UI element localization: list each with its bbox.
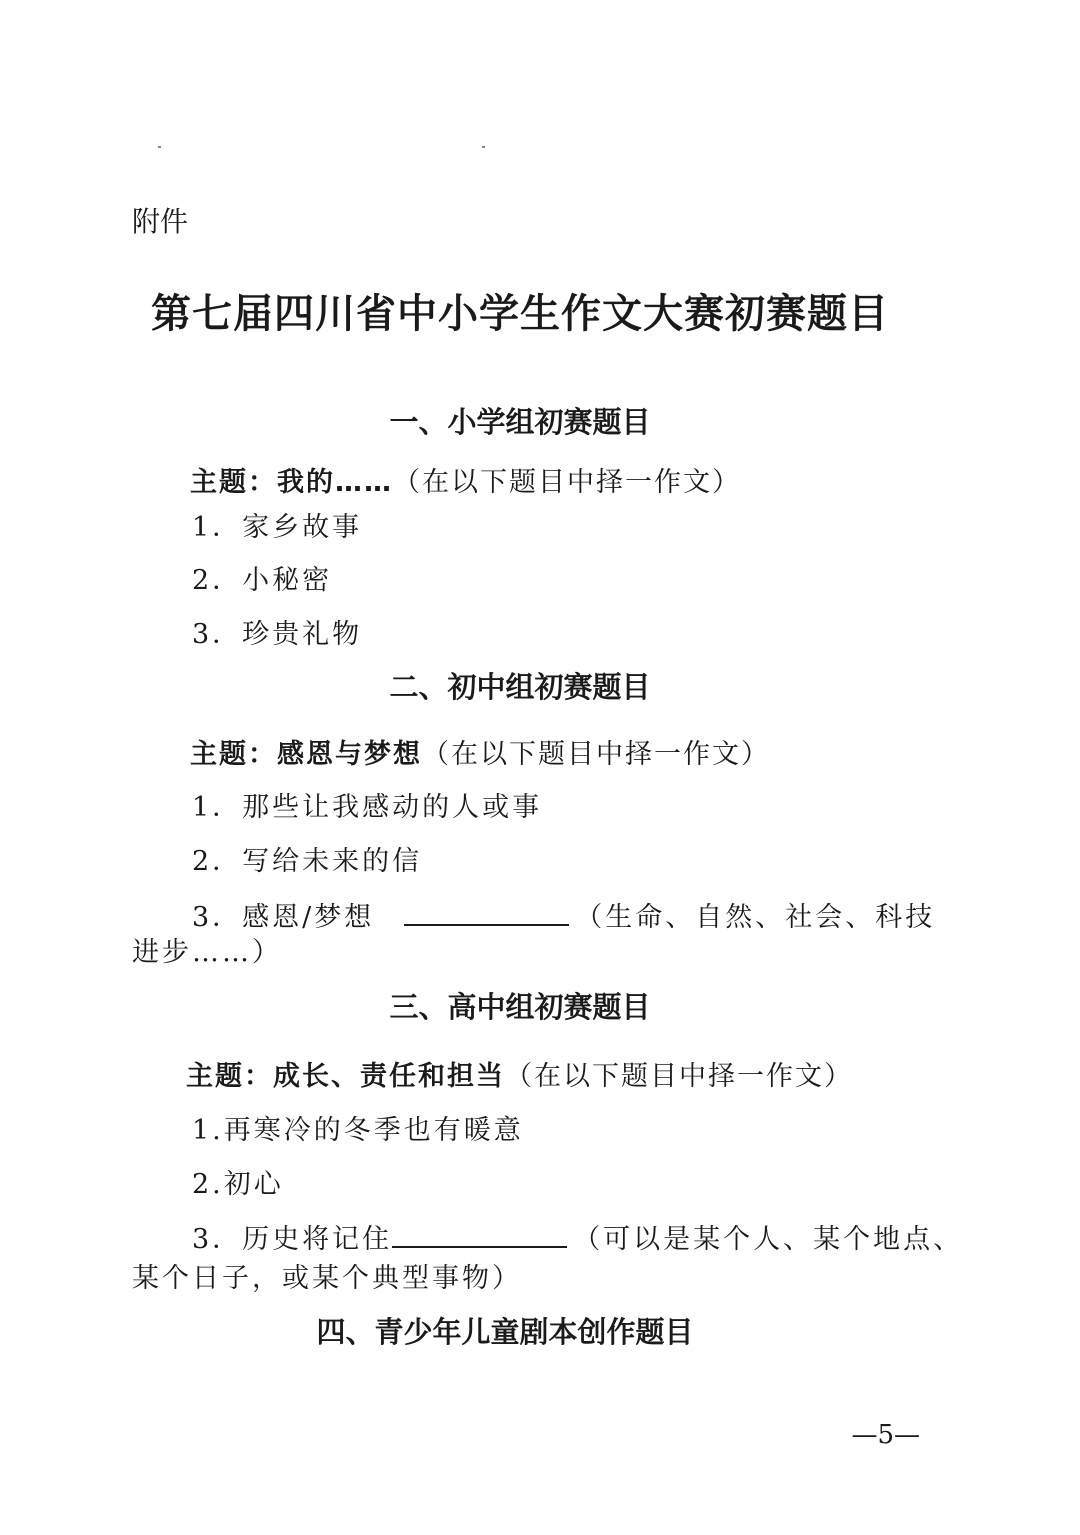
list-item: 1.再寒冷的冬季也有暖意 <box>192 1115 524 1146</box>
list-item-fill-blank <box>192 1217 963 1256</box>
item-prefix: 3．感恩/梦想 <box>192 902 375 933</box>
scan-speck <box>158 146 161 148</box>
item-suffix: （生命、自然、社会、科技 <box>575 902 936 933</box>
list-item: 1．那些让我感动的人或事 <box>192 792 543 823</box>
list-item: 1．家乡故事 <box>192 512 363 543</box>
page-number: —5— <box>851 1420 920 1450</box>
theme-text: 感恩与梦想 <box>277 739 422 770</box>
item-prefix: 3．历史将记住 <box>192 1224 393 1255</box>
list-item: 2.初心 <box>192 1169 284 1200</box>
item-suffix: （可以是某个人、某个地点、 <box>573 1224 964 1255</box>
theme-text: 我的…… <box>277 467 393 498</box>
fill-blank-line <box>404 898 569 926</box>
theme-label: 主题： <box>186 1061 273 1092</box>
section-heading-junior: 二、初中组初赛题目 <box>389 670 651 704</box>
list-item: 3．珍贵礼物 <box>192 619 363 650</box>
theme-label: 主题： <box>190 739 277 770</box>
list-item: 2．小秘密 <box>192 565 333 596</box>
theme-line-junior <box>190 732 770 771</box>
page-title: 第七届四川省中小学生作文大赛初赛题目 <box>151 290 889 337</box>
section-heading-primary: 一、小学组初赛题目 <box>389 405 651 439</box>
theme-text: 成长、责任和担当 <box>273 1061 505 1092</box>
theme-instruction: （在以下题目中择一作文） <box>505 1061 853 1092</box>
theme-line-primary <box>190 460 741 499</box>
theme-label: 主题： <box>190 467 277 498</box>
list-item-fill-blank <box>192 895 935 934</box>
theme-instruction: （在以下题目中择一作文） <box>422 739 770 770</box>
item-continuation: 某个日子，或某个典型事物） <box>132 1263 522 1294</box>
annex-label: 附件 <box>132 205 189 238</box>
section-heading-senior: 三、高中组初赛题目 <box>389 990 651 1024</box>
theme-instruction: （在以下题目中择一作文） <box>393 467 741 498</box>
list-item: 2．写给未来的信 <box>192 846 423 877</box>
fill-blank-line <box>392 1220 567 1248</box>
scan-speck <box>482 146 485 148</box>
item-continuation: 进步……） <box>132 937 282 968</box>
section-heading-script: 四、青少年儿童剧本创作题目 <box>316 1315 694 1349</box>
theme-line-senior <box>186 1054 853 1093</box>
